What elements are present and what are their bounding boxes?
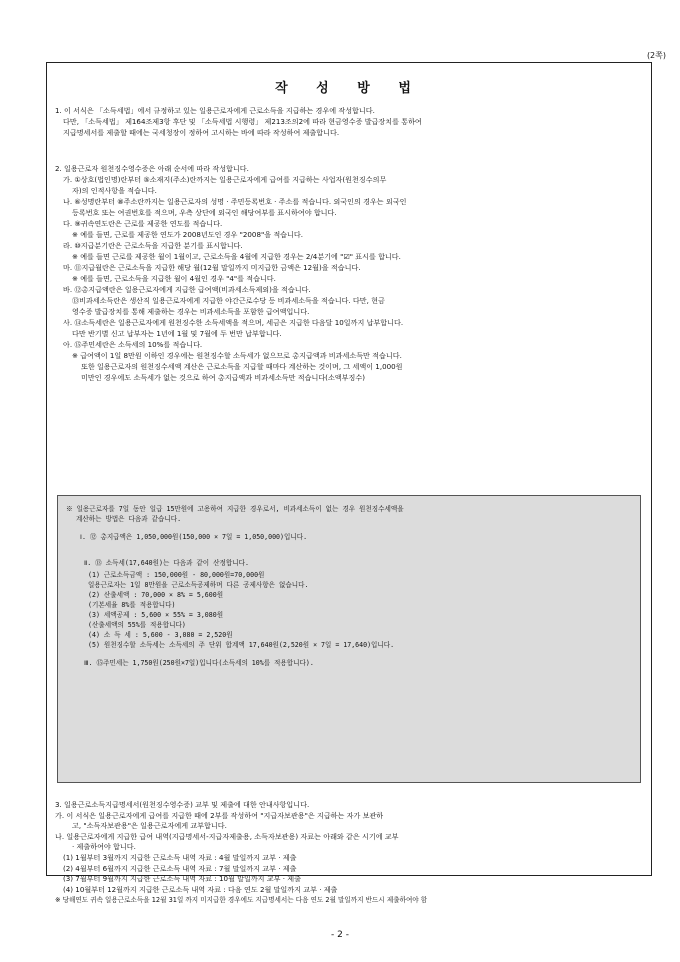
text-line: 아. ⑮주민세란은 소득세의 10%를 적습니다. — [63, 340, 203, 349]
text-line: 나. 일용근로자에게 지급한 급여 내역(지급명세서-지급자제출용, 소득자보관용) 자료는 아래와 같은 시기에 교부 — [55, 831, 399, 841]
text-line: · 제출하여야 합니다. — [72, 842, 136, 852]
text-line: ※ 당해연도 귀속 일용근로소득을 12월 31일 까지 미지급한 경우에도 지급명세서는 다음 연도 2월 말일까지 반드시 제출하여야 함 — [55, 896, 428, 905]
example-line: Ⅲ. ⑮주민세는 1,750원(250원×7일)입니다(소득세의 10%를 적용합니다). — [84, 659, 314, 667]
text-line: (4) 10월부터 12월까지 지급한 근로소득 내역 자료 : 다음 연도 2월 말일까지 교부 · 제출 — [63, 884, 338, 894]
page-label: (2쪽) — [646, 51, 666, 60]
text-line: 다만, 「소득세법」 제164조제3항 후단 및 「소득세법 시행령」 제213조의2에 따라 현금영수증 발급장치를 통하여 — [63, 117, 422, 126]
text-line: 3. 일용근로소득지급명세서(원천징수영수증) 교부 및 제출에 대한 안내사항입니다. — [55, 800, 310, 809]
example-line: (기본세율 8%를 적용합니다) — [88, 601, 176, 609]
example-line: (4) 소 득 세 : 5,600 - 3,080 = 2,520원 — [88, 631, 233, 639]
text-line: 라. ⑩지급분기란은 근로소득을 지급한 분기를 표시합니다. — [63, 241, 243, 250]
example-line: Ⅱ. ⑬ 소득세(17,640원)는 다음과 같이 산정합니다. — [84, 559, 249, 567]
example-line: (3) 세액공제 : 5,600 × 55% = 3,080원 — [88, 611, 224, 619]
example-line: 계산하는 방법은 다음과 같습니다. — [76, 515, 182, 523]
text-line: 가. 이 서식은 일용근로자에게 급여를 지급한 때에 2부를 작성하여 "지급자보관용"은 지급하는 자가 보관하 — [55, 810, 384, 820]
text-line: 영수증 발급장치를 통해 제출하는 경우는 비과세소득을 포함한 급여액입니다. — [72, 307, 310, 316]
text-line: 등록번호 또는 여권번호를 적으며, 우측 상단에 외국인 해당여부를 표시하여야 합니다. — [72, 208, 337, 217]
example-line: (1) 근로소득금액 : 150,000원 - 80,000원=70,000원 — [88, 571, 265, 579]
text-line: ⑬비과세소득란은 생산직 일용근로자에게 지급한 야간근로수당 등 비과세소득을 적습니다. 다만, 현금 — [72, 296, 385, 305]
text-line: 1. 이 서식은 「소득세법」에서 규정하고 있는 일용근로자에게 근로소득을 지급하는 경우에 작성합니다. — [55, 106, 375, 115]
example-line: (산출세액의 55%를 적용합니다) — [88, 621, 186, 629]
text-line: (2) 4월부터 6월까지 지급한 근로소득 내역 자료 : 7월 말일까지 교부 · 제출 — [63, 863, 297, 873]
text-line: 2. 일용근로자 원천징수영수증은 아래 순서에 따라 작성합니다. — [55, 164, 249, 173]
example-line: (5) 원천징수할 소득세는 소득세의 주 단위 합계액 17,640원(2,520원 × 7일 = 17,640)입니다. — [88, 641, 395, 649]
text-line: 사. ⑭소득세란은 일용근로자에게 원천징수한 소득세액을 적으며, 세금은 지급한 다음달 10일까지 납부합니다. — [63, 318, 404, 327]
text-line: (1) 1월부터 3월까지 지급한 근로소득 내역 자료 : 4월 말일까지 교부 · 제출 — [63, 852, 297, 862]
text-line: 가. ①상호(법인명)란부터 ⑤소재지(주소)란까지는 일용근로자에게 급여를 지급하는 사업자(원천징수의무 — [63, 175, 387, 184]
section-2 — [55, 163, 643, 383]
text-line: 바. ⑫총지급액란은 일용근로자에게 지급한 급여액(비과세소득제외)을 적습니다. — [63, 285, 311, 294]
text-line: 또한 일용근로자의 원천징수세액 계산은 근로소득을 지급할 때마다 계산하는 것이며, 그 세액이 1,000원 — [81, 362, 403, 371]
page-title: 작 성 방 법 — [275, 81, 423, 96]
text-line: 자)의 인적사항을 적습니다. — [72, 186, 157, 195]
example-line: (2) 산출세액 : 70,000 × 8% = 5,600원 — [88, 591, 224, 599]
example-line: ※ 일용근로자를 7일 동안 일급 15만원에 고용하여 지급한 경우로서, 비과세소득이 없는 경우 원천징수세액을 — [66, 505, 404, 513]
text-line: 미만인 경우에도 소득세가 없는 것으로 하여 총지급액과 비과세소득만 적습니다(소액부징수) — [81, 373, 365, 382]
text-line: ※ 예를 들면, 근로소득을 지급한 월이 4월인 경우 "4"를 적습니다. — [72, 274, 276, 283]
text-line: ※ 예를 들면, 근로를 제공한 연도가 2008년도인 경우 "2008"을 적습니다. — [72, 230, 303, 239]
text-line: 나. ⑥성명란부터 ⑧주소란까지는 일용근로자의 성명 · 주민등록번호 · 주소를 적습니다. 외국인의 경우는 외국인 — [63, 197, 407, 206]
section-1 — [55, 105, 643, 138]
calculation-example-box — [57, 495, 641, 783]
section-3 — [55, 800, 643, 906]
example-line: Ⅰ. ⑫ 총지급액은 1,050,000원(150,000 × 7일 = 1,050,000)입니다. — [80, 533, 308, 541]
text-line: 마. ⑪지급월란은 근로소득을 지급한 해당 월(12월 말일까지 미지급한 금액은 12월)을 적습니다. — [63, 263, 361, 272]
text-line: 지급명세서를 제출할 때에는 국세청장이 정하여 고시하는 바에 따라 작성하여 제출합니다. — [63, 128, 340, 137]
example-line: 일용근로자는 1일 8만원을 근로소득공제하며 다른 공제사항은 없습니다. — [88, 581, 309, 589]
text-line: 고, "소득자보관용"은 일용근로자에게 교부합니다. — [72, 821, 227, 831]
text-line: 다만 반기별 신고 납부자는 1년에 1월 및 7월에 두 번만 납부합니다. — [72, 329, 282, 338]
text-line: ※ 급여액이 1일 8만원 이하인 경우에는 원천징수할 소득세가 없으므로 총지급액과 비과세소득만 적습니다. — [72, 351, 402, 360]
text-line: (3) 7월부터 9월까지 지급한 근로소득 내역 자료 : 10월 말일까지 교부 · 제출 — [63, 874, 301, 884]
page-number: - 2 - — [331, 930, 349, 940]
instructions-frame — [46, 62, 652, 905]
text-line: 다. ⑨귀속연도란은 근로를 제공한 연도를 적습니다. — [63, 219, 223, 228]
text-line: ※ 예를 들면 근로를 제공한 월이 1월이고, 근로소득을 4월에 지급한 경우는 2/4분기에 "☑" 표시를 합니다. — [72, 252, 401, 261]
